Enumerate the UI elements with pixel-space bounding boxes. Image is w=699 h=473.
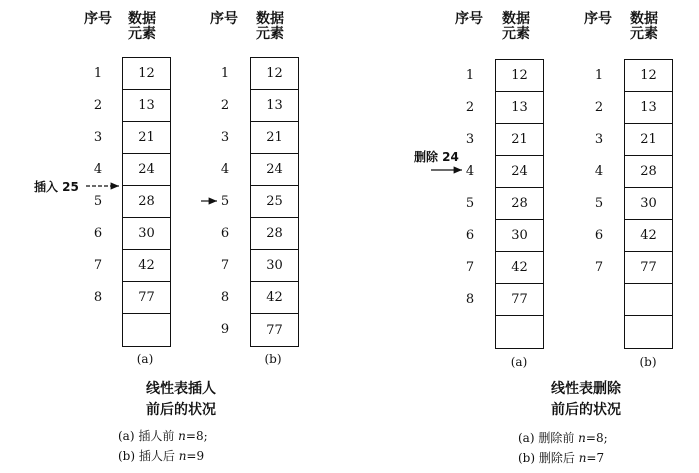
index-label: 5 (220, 194, 230, 209)
array-cell: 28 (625, 156, 672, 188)
array-cell: 24 (123, 154, 170, 186)
header-index: 序号 (455, 11, 483, 27)
insert-label: 插入 25 (34, 180, 79, 194)
array-cell: 30 (251, 250, 298, 282)
caption-panel-b: (b) (264, 352, 282, 366)
index-label: 1 (220, 66, 230, 81)
header-element-line2: 元素 (502, 26, 530, 42)
insert-note (118, 426, 208, 466)
array-cell: 42 (251, 282, 298, 314)
array-cell: 21 (496, 124, 543, 156)
delete-title-line1: 线性表删除 (551, 381, 621, 397)
index-label: 2 (594, 100, 604, 115)
array-cell: 25 (251, 186, 298, 218)
index-label: 4 (93, 162, 103, 177)
delete-note-b: (b) 删除后 n=7 (518, 451, 605, 465)
caption-panel-a: (a) (136, 352, 154, 366)
array-cell: 28 (251, 218, 298, 250)
array-cell: 21 (123, 122, 170, 154)
caption-panel-c: (a) (510, 355, 528, 369)
header-element-line1: 数据 (128, 11, 156, 27)
array-cell: 12 (123, 58, 170, 90)
array-cell: 12 (251, 58, 298, 90)
index-label: 4 (220, 162, 230, 177)
array-cell: 77 (123, 282, 170, 314)
array-cell: 30 (496, 220, 543, 252)
array-cell: 42 (625, 220, 672, 252)
array-cell: 30 (625, 188, 672, 220)
index-label: 7 (594, 260, 604, 275)
array-cell: 24 (496, 156, 543, 188)
index-label: 9 (220, 322, 230, 337)
delete-note (518, 428, 608, 468)
index-label: 1 (594, 68, 604, 83)
index-label: 3 (220, 130, 230, 145)
header-index: 序号 (210, 11, 238, 27)
array-cell: 21 (251, 122, 298, 154)
insert-title-line1: 线性表插人 (146, 381, 216, 397)
index-label: 6 (93, 226, 103, 241)
index-label: 7 (465, 260, 475, 275)
delete-title-line2: 前后的状况 (551, 402, 621, 418)
index-label: 3 (594, 132, 604, 147)
header-element-line2: 元素 (630, 26, 658, 42)
array-cell: 30 (123, 218, 170, 250)
array-cell: 21 (625, 124, 672, 156)
header-element-line2: 元素 (128, 26, 156, 42)
index-label: 4 (594, 164, 604, 179)
index-label: 4 (465, 164, 475, 179)
index-label: 2 (220, 98, 230, 113)
index-label: 3 (93, 130, 103, 145)
header-element-line1: 数据 (630, 11, 658, 27)
caption-panel-d: (b) (639, 355, 657, 369)
index-label: 5 (93, 194, 103, 209)
array-cell: 77 (625, 252, 672, 284)
array-cell: 13 (496, 92, 543, 124)
index-label: 2 (465, 100, 475, 115)
array-cell: 42 (496, 252, 543, 284)
index-label: 6 (594, 228, 604, 243)
delete-note-a: (a) 删除前 n=8; (518, 431, 608, 445)
index-label: 5 (594, 196, 604, 211)
delete-title (536, 379, 636, 421)
index-label: 6 (465, 228, 475, 243)
array-cell: 28 (123, 186, 170, 218)
array-cell: 77 (496, 284, 543, 316)
array-cell: 28 (496, 188, 543, 220)
index-label: 3 (465, 132, 475, 147)
insert-note-a: (a) 插人前 n=8; (118, 429, 208, 443)
index-label: 7 (220, 258, 230, 273)
header-index: 序号 (84, 11, 112, 27)
index-label: 8 (465, 292, 475, 307)
header-element-line1: 数据 (502, 11, 530, 27)
header-index: 序号 (584, 11, 612, 27)
index-label: 1 (465, 68, 475, 83)
insert-title (131, 379, 231, 421)
index-label: 2 (93, 98, 103, 113)
array-cell: 77 (266, 322, 283, 338)
array-cell: 13 (625, 92, 672, 124)
index-label: 7 (93, 258, 103, 273)
array-cell: 24 (251, 154, 298, 186)
header-element-line2: 元素 (256, 26, 284, 42)
index-label: 8 (220, 290, 230, 305)
array-cell: 12 (625, 60, 672, 92)
array-cell: 13 (123, 90, 170, 122)
index-label: 6 (220, 226, 230, 241)
index-label: 8 (93, 290, 103, 305)
array-cell: 42 (123, 250, 170, 282)
array-cell: 13 (251, 90, 298, 122)
header-element-line1: 数据 (256, 11, 284, 27)
insert-note-b: (b) 插人后 n=9 (118, 449, 205, 463)
index-label: 5 (465, 196, 475, 211)
index-label: 1 (93, 66, 103, 81)
insert-title-line2: 前后的状况 (146, 402, 216, 418)
delete-label: 删除 24 (414, 150, 459, 164)
array-cell: 12 (496, 60, 543, 92)
